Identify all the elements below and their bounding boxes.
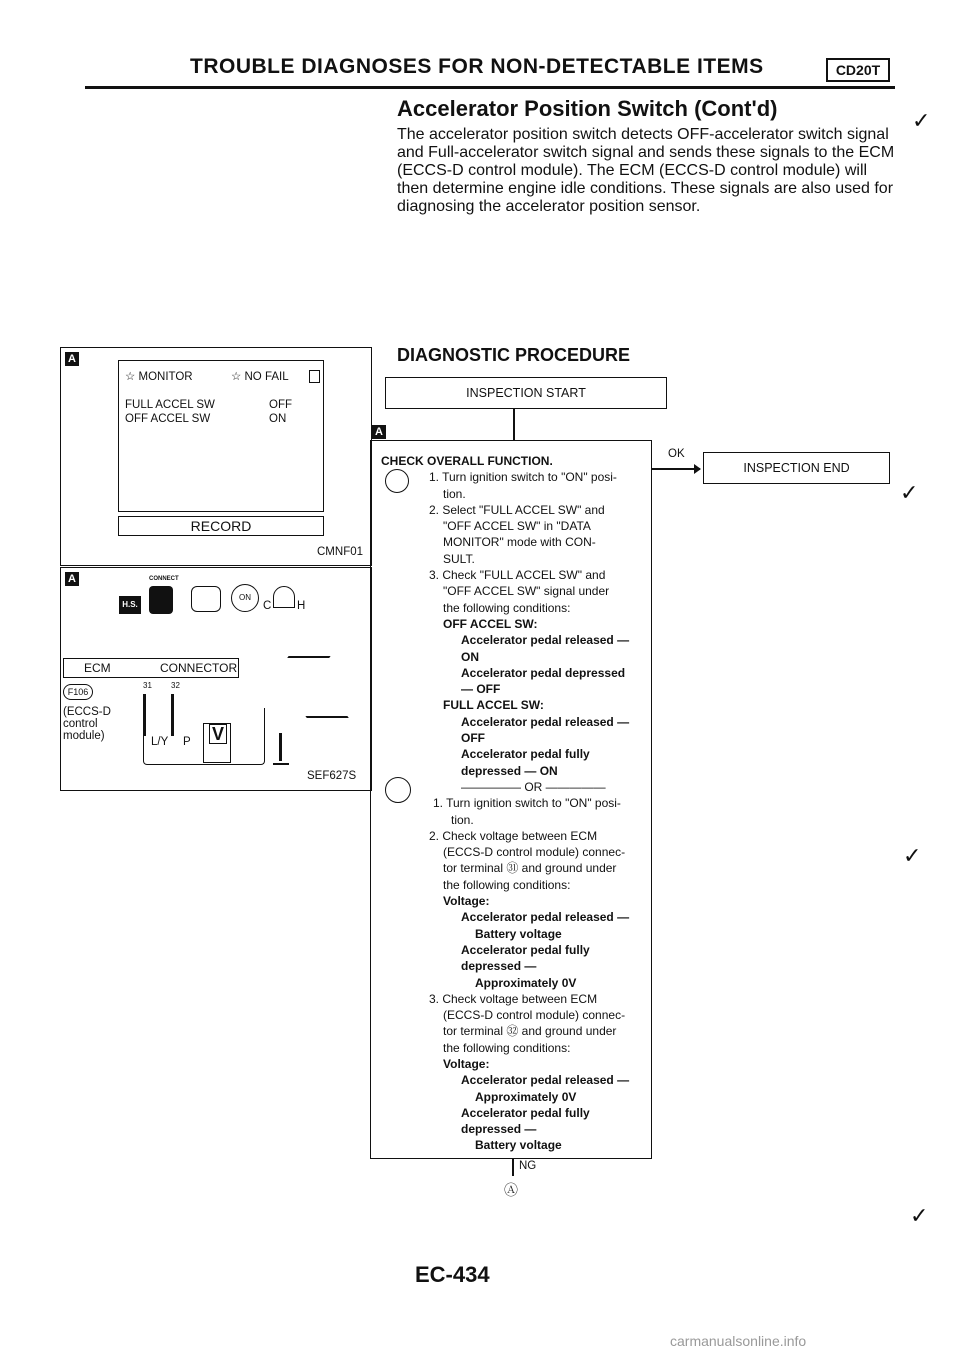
ignition-on-icon	[231, 584, 259, 612]
procedure-line: Battery voltage	[475, 1138, 562, 1153]
procedure-line: Accelerator pedal fully	[461, 747, 590, 762]
procedure-line: Accelerator pedal released —	[461, 633, 630, 648]
procedure-line: the following conditions:	[443, 1040, 571, 1055]
on-label: ON	[239, 593, 251, 602]
mode-badge: A	[65, 352, 79, 366]
procedure-line: "OFF ACCEL SW" signal under	[443, 584, 610, 599]
procedure-line: Voltage:	[443, 1056, 490, 1071]
procedure-line: (ECCS-D control module) connec-	[443, 1008, 626, 1023]
procedure-line: 1. Turn ignition switch to "ON" posi-	[429, 470, 617, 485]
ok-arrow	[652, 468, 700, 470]
temperature-gauge-icon	[273, 586, 295, 608]
procedure-line: 3. Check "FULL ACCEL SW" and	[429, 568, 606, 583]
h-label: H	[297, 600, 306, 612]
procedure-line: Battery voltage	[475, 926, 562, 941]
procedure-box	[370, 440, 652, 1159]
page-number: EC-434	[415, 1262, 490, 1287]
procedure-line: Accelerator pedal released —	[461, 910, 630, 925]
intro-paragraph: The accelerator position switch detects OFF-accelerator switch signal and Full-accelerator switch signal and sends these signals to the ECM (ECCS-D control module). The ECM (ECCS-D control module) will then determine engine idle conditions. These signals are also used for diagnosing the accelerator position sensor.	[397, 126, 895, 215]
procedure-line: Approximately 0V	[475, 1089, 577, 1104]
ground-symbol-icon	[273, 763, 289, 765]
pedal-released-icon	[287, 630, 349, 658]
procedure-line: MONITOR" mode with CON-	[443, 535, 596, 550]
ignition-key-icon	[385, 469, 409, 493]
pedal-depressed-icon	[287, 690, 349, 718]
meter-label: V	[209, 724, 227, 744]
row-full-accel-name: FULL ACCEL SW	[125, 399, 215, 411]
hs-icon: H.S.	[119, 596, 141, 614]
procedure-line: 2. Select "FULL ACCEL SW" and	[429, 502, 605, 517]
connector-id-badge: F106	[63, 684, 93, 700]
procedure-line: Accelerator pedal depressed	[461, 665, 626, 680]
module-label-1: (ECCS-D	[63, 706, 111, 718]
c-label: C	[263, 600, 272, 612]
row-full-accel-value: OFF	[269, 399, 292, 411]
check-mark-icon: ✓	[910, 1203, 929, 1228]
watermark: carmanualsonline.info	[670, 1333, 807, 1349]
connect-label: CONNECT	[149, 576, 179, 582]
record-button[interactable]: RECORD	[118, 516, 324, 536]
procedure-line: ————— OR —————	[461, 779, 606, 794]
procedure-line: the following conditions:	[443, 600, 571, 615]
procedure-line: tion.	[451, 812, 474, 827]
ok-arrowhead-icon	[694, 464, 701, 474]
check-mark-icon: ✓	[912, 108, 931, 133]
module-label-3: module)	[63, 730, 105, 742]
monitor-label: ☆ MONITOR	[125, 371, 193, 383]
checkbox-icon	[309, 370, 320, 383]
procedure-line: Accelerator pedal fully	[461, 942, 590, 957]
procedure-line: "OFF ACCEL SW" in "DATA	[443, 519, 591, 534]
flow-line-ng	[512, 1158, 514, 1176]
procedure-line: (ECCS-D control module) connec-	[443, 845, 626, 860]
voltmeter-icon	[203, 723, 231, 763]
ecm-connector-box	[63, 658, 239, 678]
procedure-line: 1. Turn ignition switch to "ON" posi-	[433, 796, 621, 811]
mode-badge: A	[65, 572, 79, 586]
next-step-marker: Ⓐ	[504, 1182, 518, 1198]
procedure-line: Accelerator pedal released —	[461, 1073, 630, 1088]
procedure-line: OFF ACCEL SW:	[443, 616, 538, 631]
engine-code-box: CD20T	[826, 58, 890, 82]
procedure-line: — OFF	[461, 682, 501, 697]
consult-monitor-panel	[60, 347, 372, 566]
pin-31: 31	[143, 681, 152, 690]
procedure-line: ON	[461, 649, 479, 664]
procedure-line: OFF	[461, 731, 485, 746]
nofail-label: ☆ NO FAIL	[231, 371, 289, 383]
connector-panel	[60, 567, 372, 791]
header-rule	[85, 86, 895, 89]
pin-32: 32	[171, 681, 180, 690]
row-off-accel-value: ON	[269, 413, 287, 425]
procedure-line: CHECK OVERALL FUNCTION.	[381, 454, 553, 468]
procedure-line: SULT.	[443, 551, 475, 566]
procedure-line: depressed —	[461, 959, 537, 974]
procedure-line: Approximately 0V	[475, 975, 577, 990]
figure-ref: SEF627S	[307, 770, 357, 782]
voltmeter-icon	[385, 777, 411, 803]
row-off-accel-name: OFF ACCEL SW	[125, 413, 211, 425]
procedure-line: tor terminal ㉛ and ground under	[443, 861, 617, 876]
check-mark-icon: ✓	[903, 843, 922, 868]
ignition-icon	[191, 586, 221, 612]
step-badge: A	[372, 425, 386, 439]
check-mark-icon: ✓	[900, 480, 919, 505]
wire-color-2: P	[183, 736, 191, 748]
wire-color-1: L/Y	[151, 736, 169, 748]
procedure-line: 3. Check voltage between ECM	[429, 991, 598, 1006]
monitor-screen	[118, 360, 324, 512]
flow-line-start	[513, 409, 515, 440]
procedure-line: tor terminal ㉜ and ground under	[443, 1024, 617, 1039]
ground-icon	[279, 733, 282, 761]
procedure-line: depressed — ON	[461, 763, 558, 778]
procedure-line: the following conditions:	[443, 877, 571, 892]
procedure-line: 2. Check voltage between ECM	[429, 828, 598, 843]
diagnostic-procedure-title: DIAGNOSTIC PROCEDURE	[397, 345, 631, 365]
connector-icon	[149, 586, 173, 614]
page-header-title: TROUBLE DIAGNOSES FOR NON-DETECTABLE ITEMS	[190, 55, 764, 78]
connector-label: CONNECTOR	[160, 661, 238, 675]
procedure-line: depressed —	[461, 1122, 537, 1137]
procedure-line: Accelerator pedal fully	[461, 1105, 590, 1120]
inspection-end-box: INSPECTION END	[703, 452, 890, 484]
procedure-line: tion.	[443, 486, 466, 501]
section-title: Accelerator Position Switch (Cont'd)	[397, 96, 778, 121]
procedure-steps	[371, 454, 651, 1155]
procedure-line: Accelerator pedal released —	[461, 714, 630, 729]
figure-ref: CMNF01	[317, 546, 364, 558]
procedure-line: Voltage:	[443, 894, 490, 909]
module-label-2: control	[63, 718, 98, 730]
ng-label: NG	[519, 1160, 537, 1172]
ok-label: OK	[668, 448, 685, 460]
procedure-line: FULL ACCEL SW:	[443, 698, 544, 713]
inspection-start-box: INSPECTION START	[385, 377, 667, 409]
ecm-label: ECM	[84, 661, 111, 675]
